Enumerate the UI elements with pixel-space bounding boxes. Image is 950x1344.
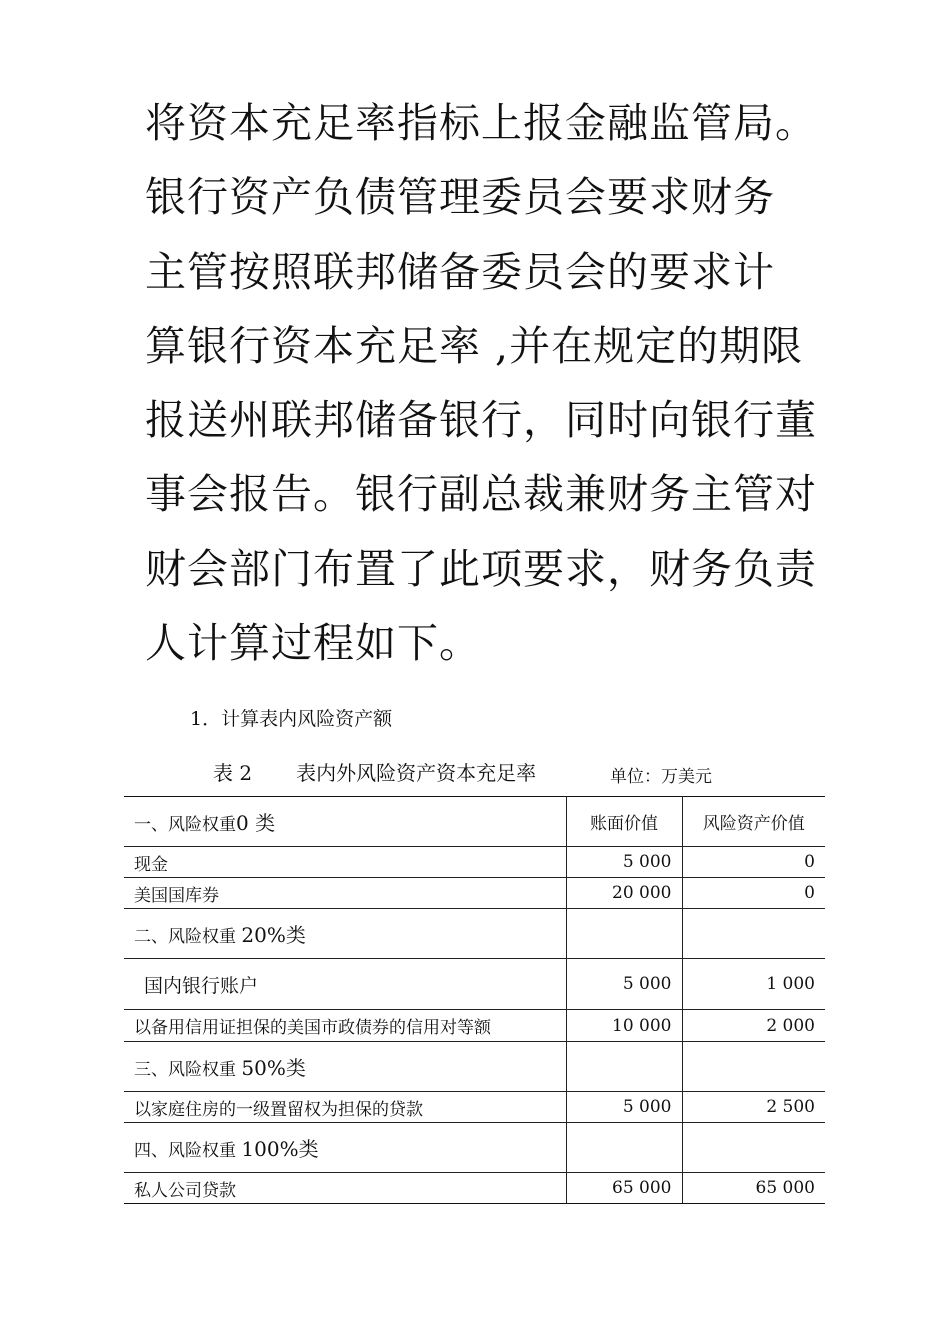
table-number: 表 2 (213, 761, 253, 785)
table-row (124, 1092, 825, 1123)
risk-value: 1 000 (682, 959, 825, 1010)
row-label: 私人公司贷款 (124, 1173, 566, 1204)
row-label: 国内银行账户 (124, 959, 566, 1010)
row-label: 美国国库券 (124, 878, 566, 909)
empty-cell (682, 1042, 825, 1092)
category-row (124, 1042, 825, 1092)
table-row (124, 878, 825, 909)
risk-value: 2 500 (682, 1092, 825, 1123)
book-value: 10 000 (566, 1010, 682, 1042)
table-row (124, 1010, 825, 1042)
header-risk-value: 风险资产价值 (682, 797, 825, 847)
paragraph-line: 算银行资本充足率 ,并在规定的期限 (145, 321, 804, 370)
risk-value: 65 000 (682, 1173, 825, 1204)
empty-cell (566, 1042, 682, 1092)
book-value: 5 000 (566, 1092, 682, 1123)
category-cell: 四、风险权重 100%类 (124, 1123, 566, 1173)
paragraph-line: 将资本充足率指标上报金融监管局。 (145, 99, 817, 147)
table-row (124, 1173, 825, 1204)
paragraph-line: 主管按照联邦储备委员会的要求计 (145, 247, 775, 296)
risk-value: 0 (682, 847, 825, 878)
category-cell: 二、风险权重 20%类 (124, 909, 566, 959)
section-heading: 1．计算表内风险资产额 (190, 708, 393, 730)
table-title: 表内外风险资产资本充足率 (296, 761, 537, 785)
body-paragraph (145, 86, 825, 680)
table-header-row (124, 797, 825, 847)
book-value: 20 000 (566, 878, 682, 909)
category-cell: 一、风险权重0 类 (124, 797, 566, 847)
book-value: 65 000 (566, 1173, 682, 1204)
empty-cell (566, 909, 682, 959)
risk-value: 0 (682, 878, 825, 909)
empty-cell (566, 1123, 682, 1173)
paragraph-line: 人计算过程如下。 (145, 619, 481, 668)
row-label: 以家庭住房的一级置留权为担保的贷款 (124, 1092, 566, 1123)
category-row (124, 909, 825, 959)
header-book-value: 账面价值 (566, 797, 682, 847)
empty-cell (682, 1123, 825, 1173)
table-row (124, 959, 825, 1010)
book-value: 5 000 (566, 959, 682, 1010)
paragraph-line: 报送州联邦储备银行，同时向银行董 (145, 396, 817, 445)
risk-asset-table (124, 796, 825, 1204)
table-unit: 单位：万美元 (610, 767, 712, 787)
row-label: 以备用信用证担保的美国市政债券的信用对等额 (124, 1010, 566, 1042)
table-row (124, 847, 825, 878)
category-cell: 三、风险权重 50%类 (124, 1042, 566, 1092)
paragraph-line: 银行资产负债管理委员会要求财务 (145, 173, 775, 222)
paragraph-line: 财会部门布置了此项要求，财务负责 (145, 544, 817, 593)
table-caption (213, 757, 536, 786)
book-value: 5 000 (566, 847, 682, 878)
paragraph-line: 事会报告。银行副总裁兼财务主管对 (145, 470, 817, 519)
category-row (124, 1123, 825, 1173)
empty-cell (682, 909, 825, 959)
row-label: 现金 (124, 847, 566, 878)
risk-value: 2 000 (682, 1010, 825, 1042)
